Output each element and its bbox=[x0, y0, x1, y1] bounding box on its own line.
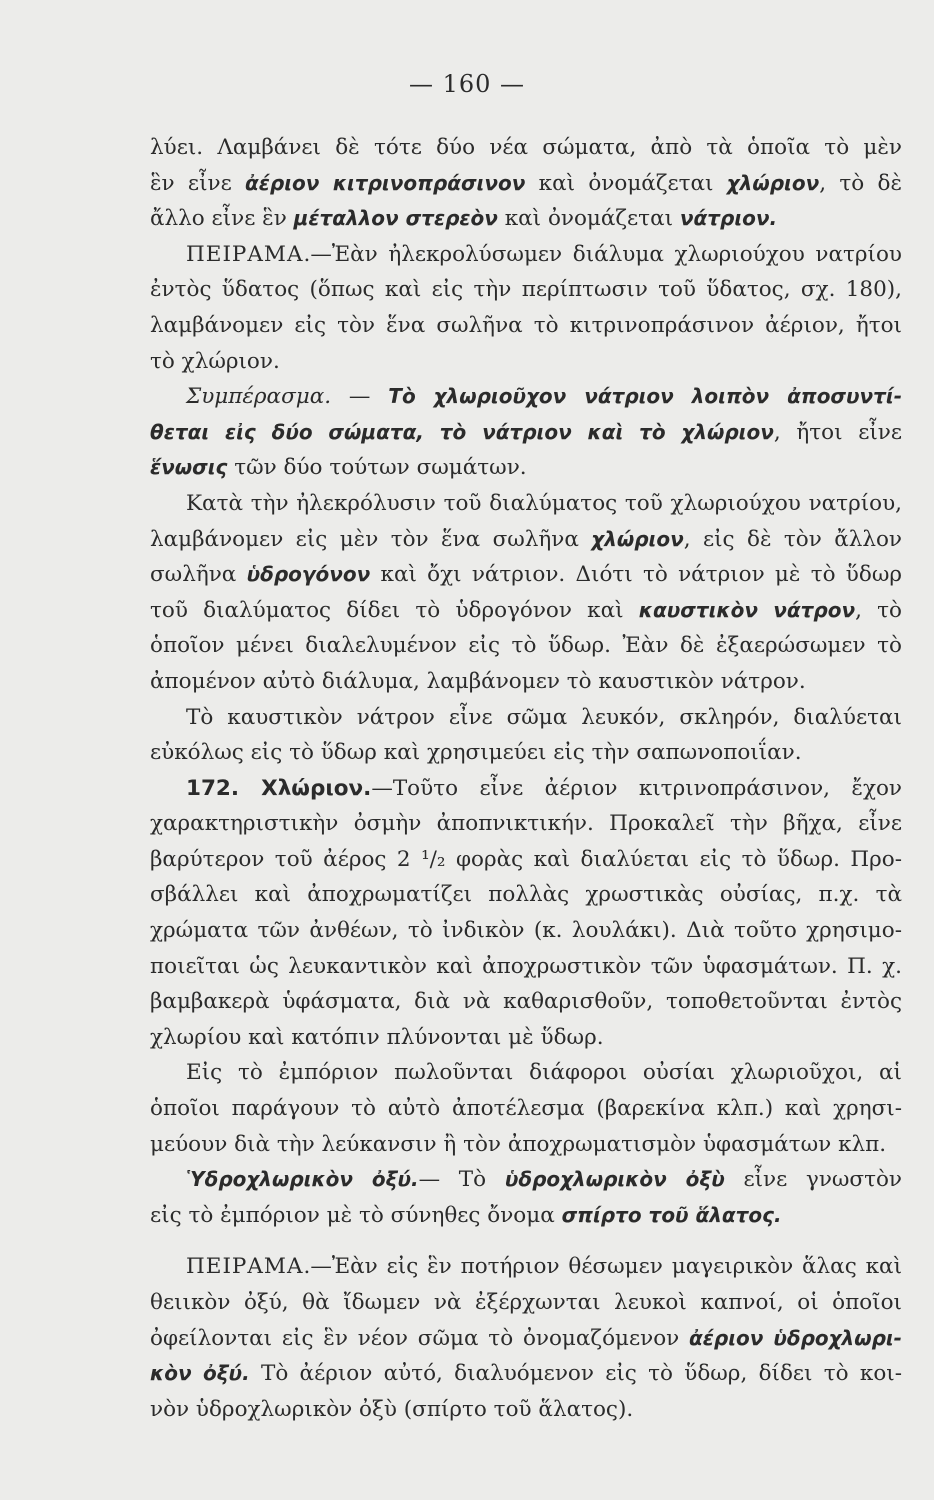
text-span: ὁποῖον μένει διαλελυμένον εἰς τὸ ὕδωρ. Ἐὰν δὲ ἐξαερώσωμεν τὸ bbox=[150, 633, 902, 659]
text-line bbox=[150, 1198, 902, 1234]
text-line bbox=[150, 700, 902, 736]
text-line bbox=[150, 379, 902, 415]
text-line bbox=[150, 771, 902, 807]
text-line bbox=[150, 1392, 902, 1428]
text-line bbox=[150, 522, 902, 558]
text-line bbox=[150, 593, 902, 629]
emphasis-text: ὑδροχλωρικὸν ὀξὺ bbox=[504, 1167, 725, 1192]
text-span: ὀφείλονται εἰς ἓν νέον σῶμα τὸ ὀνομαζόμενον bbox=[150, 1325, 690, 1351]
emphasis-text: ΠΕΙΡΑΜΑ bbox=[186, 241, 304, 267]
text-span: Τὸ ἀέριον αὐτό, διαλυόμενον εἰς τὸ ὕδωρ, δίδει τὸ κοι- bbox=[249, 1361, 902, 1387]
body-text bbox=[150, 130, 902, 1427]
text-span: , τὸ bbox=[855, 597, 903, 623]
text-span: τὸ χλώριον. bbox=[150, 348, 280, 374]
text-line bbox=[150, 450, 902, 486]
text-span: — Τὸ bbox=[418, 1167, 505, 1193]
emphasis-text: κὸν ὀξύ. bbox=[150, 1361, 250, 1386]
text-line bbox=[150, 949, 902, 985]
text-span: χαρακτηριστικὴν ὀσμὴν ἀποπνικτικήν. Προκαλεῖ τὴν βῆχα, εἶνε bbox=[150, 811, 902, 837]
text-span: εὐκόλως εἰς τὸ ὕδωρ καὶ χρησιμεύει εἰς τὴν σαπωνοποιΐαν. bbox=[150, 740, 802, 766]
text-line bbox=[150, 1091, 902, 1127]
text-span: σβάλλει καὶ ἀποχρωματίζει πολλὰς χρωστικὰς οὐσίας, π.χ. τὰ bbox=[150, 882, 902, 908]
text-span: ποιεῖται ὡς λευκαντικὸν καὶ ἀποχρωστικὸν τῶν ὑφασμάτων. Π. χ. bbox=[150, 953, 902, 979]
text-span: ὁποῖοι παράγουν τὸ αὐτὸ ἀποτέλεσμα (βαρεκίνα κλπ.) καὶ χρησι- bbox=[150, 1096, 902, 1122]
text-line bbox=[150, 913, 902, 949]
page-number: — 160 — bbox=[408, 70, 526, 98]
text-span: , ἤτοι εἶνε bbox=[773, 419, 903, 445]
text-span: —Τοῦτο εἶνε ἀέριον κιτρινοπράσινον, ἔχον bbox=[371, 775, 902, 801]
text-line bbox=[150, 166, 902, 202]
emphasis-text: ὑδρογόνον bbox=[246, 562, 371, 587]
text-line bbox=[150, 201, 902, 237]
text-span: νὸν ὑδροχλωρικὸν ὀξὺ (σπίρτο τοῦ ἅλατος). bbox=[150, 1396, 634, 1422]
emphasis-text: θεται εἰς δύο σώματα, τὸ νάτριον καὶ τὸ χλώριον bbox=[150, 419, 774, 444]
text-span: σωλῆνα bbox=[150, 562, 247, 588]
emphasis-text: Συμπέρασμα. bbox=[186, 384, 332, 410]
emphasis-text: χλώριον bbox=[726, 170, 820, 195]
text-line bbox=[150, 664, 902, 700]
text-line bbox=[150, 1356, 902, 1392]
text-span: ἐντὸς ὕδατος (ὅπως καὶ εἰς τὴν περίπτωσιν τοῦ ὕδατος, σχ. 180), bbox=[150, 277, 902, 303]
text-line bbox=[150, 1162, 902, 1198]
text-span: εἶνε γνωστὸν bbox=[724, 1167, 903, 1193]
text-line bbox=[150, 806, 902, 842]
text-span: εἰς τὸ ἐμπόριον μὲ τὸ σύνηθες ὄνομα bbox=[150, 1202, 562, 1228]
text-line bbox=[150, 984, 902, 1020]
emphasis-text: ἀέριον κιτρινοπράσινον bbox=[245, 170, 526, 195]
text-span: Κατὰ τὴν ἠλεκρόλυσιν τοῦ διαλύματος τοῦ χλωριούχου νατρίου, bbox=[186, 490, 902, 516]
text-span: .—Ἐὰν ἠλεκρολύσωμεν διάλυμα χλωριούχου νατρίου bbox=[303, 241, 902, 267]
text-line bbox=[150, 1321, 902, 1357]
text-line bbox=[150, 1055, 902, 1091]
emphasis-text: Ὑδροχλωρικὸν ὀξύ. bbox=[186, 1167, 419, 1192]
text-span: καὶ ὀνομάζεται bbox=[497, 206, 680, 232]
text-span: , τὸ δὲ bbox=[819, 170, 903, 196]
text-span: λαμβάνομεν εἰς μὲν τὸν ἕνα σωλῆνα bbox=[150, 526, 592, 552]
text-line bbox=[150, 877, 902, 913]
text-line bbox=[150, 415, 902, 451]
text-line bbox=[150, 1127, 902, 1163]
text-span: βαμβακερὰ ὑφάσματα, διὰ νὰ καθαρισθοῦν, τοποθετοῦνται ἐντὸς bbox=[150, 989, 902, 1015]
text-span: χρώματα τῶν ἀνθέων, τὸ ἰνδικὸν (κ. λουλάκι). Διὰ τοῦτο χρησιμο- bbox=[150, 918, 902, 944]
text-line bbox=[150, 344, 902, 380]
emphasis-text: ΠΕΙΡΑΜΑ bbox=[186, 1254, 304, 1280]
text-span: καὶ ὀνομάζεται bbox=[525, 170, 727, 196]
text-line bbox=[150, 130, 902, 166]
text-span: χλωρίου καὶ κατόπιν πλύνονται μὲ ὕδωρ. bbox=[150, 1024, 604, 1050]
text-span: τῶν δύο τούτων σωμάτων. bbox=[227, 455, 527, 481]
text-span: τοῦ διαλύματος δίδει τὸ ὑδρογόνον καὶ bbox=[150, 597, 639, 623]
section-heading: 172. Χλώριον. bbox=[186, 775, 372, 801]
text-line bbox=[150, 237, 902, 273]
emphasis-text: ἀέριον ὑδροχλωρι- bbox=[689, 1325, 902, 1350]
text-line bbox=[150, 628, 902, 664]
text-line bbox=[150, 842, 902, 878]
text-span: βαρύτερον τοῦ ἀέρος 2 ¹/₂ φορὰς καὶ διαλύεται εἰς τὸ ὕδωρ. Προ- bbox=[150, 846, 902, 872]
emphasis-text: σπίρτο τοῦ ἅλατος. bbox=[561, 1202, 782, 1227]
text-span: λαμβάνομεν εἰς τὸν ἕνα σωλῆνα τὸ κιτρινοπράσινον ἀέριον, ἤτοι bbox=[150, 312, 902, 338]
text-span: ἀπομένον αὐτὸ διάλυμα, λαμβάνομεν τὸ καυστικὸν νάτρον. bbox=[150, 668, 806, 694]
emphasis-text: μέταλλον στερεὸν bbox=[293, 206, 498, 231]
text-line bbox=[150, 272, 902, 308]
text-line bbox=[150, 308, 902, 344]
text-span: θειικὸν ὀξύ, θὰ ἴδωμεν νὰ ἐξέρχωνται λευκοὶ καπνοί, οἱ ὁποῖοι bbox=[150, 1290, 902, 1315]
text-span: μεύουν διὰ τὴν λεύκανσιν ἢ τὸν ἀποχρωματισμὸν ὑφασμάτων κλπ. bbox=[150, 1131, 887, 1157]
text-line bbox=[150, 735, 902, 771]
emphasis-text: ἕνωσις bbox=[150, 455, 228, 480]
text-span: ἄλλο εἶνε ἓν bbox=[150, 206, 294, 232]
text-span: Τὸ καυστικὸν νάτρον εἶνε σῶμα λευκόν, σκληρόν, διαλύεται bbox=[186, 704, 902, 730]
text-span: λύει. Λαμβάνει δὲ τότε δύο νέα σώματα, ἀπὸ τὰ ὁποῖα τὸ μὲν bbox=[150, 135, 902, 160]
text-span: ἓν εἶνε bbox=[150, 170, 246, 196]
text-span: καὶ ὄχι νάτριον. Διότι τὸ νάτριον μὲ τὸ ὕδωρ bbox=[370, 562, 902, 588]
emphasis-text: Τὸ χλωριοῦχον νάτριον λοιπὸν ἀποσυντί- bbox=[388, 384, 902, 409]
text-line bbox=[150, 1020, 902, 1056]
emphasis-text: νάτριον. bbox=[679, 206, 778, 231]
text-span: .—Ἐὰν εἰς ἓν ποτήριον θέσωμεν μαγειρικὸν ἅλας καὶ bbox=[303, 1254, 902, 1280]
text-line bbox=[150, 557, 902, 593]
text-span: Εἰς τὸ ἐμπόριον πωλοῦνται διάφοροι οὐσίαι χλωριοῦχοι, αἱ bbox=[186, 1060, 902, 1086]
emphasis-text: καυστικὸν νάτρον bbox=[638, 597, 856, 622]
text-line bbox=[150, 486, 902, 522]
text-span: , εἰς δὲ τὸν ἄλλον bbox=[683, 526, 903, 552]
text-span: — bbox=[331, 384, 389, 410]
text-line bbox=[150, 1285, 902, 1321]
text-line bbox=[150, 1249, 902, 1285]
emphasis-text: χλώριον bbox=[591, 526, 684, 551]
